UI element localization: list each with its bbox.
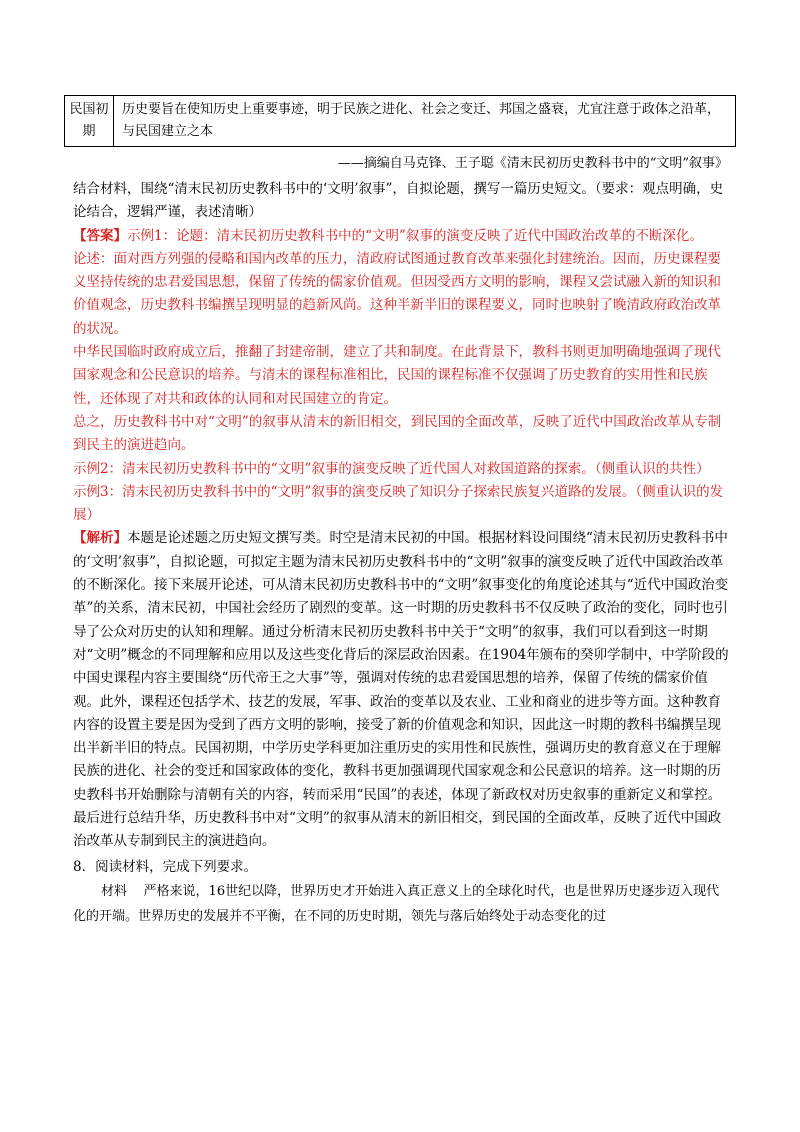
answer-example-1-text: 示例1：论题：清末民初历史教科书中的“文明”叙事的演变反映了近代中国政治改革的不断深化。 xyxy=(127,227,703,244)
material-table-text: 历史要旨在使知历史上重要事迹，明于民族之进化、社会之变迁、邦国之盛衰，尤宜注意于政体之沿革，与民国建立之本 xyxy=(114,96,736,147)
material-source: ——摘编自马克锋、王子聪《清末民初历史教科书中的“文明”叙事》 xyxy=(337,156,728,171)
main-content xyxy=(73,178,729,929)
analysis-paragraph xyxy=(73,527,729,853)
question-8-material-label: 材料 xyxy=(101,883,128,899)
question-text: 结合材料，围绕“清末民初历史教科书中的‘文明’叙事”，自拟论题，撰写一篇历史短文。（要求：观点明确，史论结合，逻辑严谨，表述清晰） xyxy=(73,181,724,221)
question-8-title: 8．阅读材料，完成下列要求。 xyxy=(73,858,258,875)
answer-paragraph-2: 中华民国临时政府成立后，推翻了封建帝制，建立了共和制度。在此背景下，教科书则更加明确地强调了现代国家观念和公民意识的培养。与清末的课程标准相比，民国的课程标准不仅强调了历史教育的实用性和民族性，还体现了对共和政体的认同和对民国建立的肯定。 xyxy=(73,344,721,407)
answer-bracket: 【答案】 xyxy=(73,227,127,244)
analysis-bracket: 【解析】 xyxy=(73,530,127,547)
analysis-text: 本题是论述题之历史短文撰写类。时空是清末民初的中国。根据材料设问围绕“清末民初历史教科书中的‘文明’叙事”，自拟论题，可拟定主题为清末民初历史教科书中的“文明”叙事的演变反映了近代中国政治改革的不断深化。接下来展开论述，可从清末民初历史教科书中的“文明”叙事变化的角度论述其与“近代中国政治变革”的关系，清末民初，中国社会经历了剧烈的变革。这一时期的历史教科书不仅反映了政治的变化，同时也引导了公众对历史的认知和理解。通过分析清末民初历史教科书中关于“文明”的叙事，我们可以看到这一时期对“文明”概念的不同理解和应用以及这些变化背后的深层政治因素。在1904年颁布的癸卯学制中，中学阶段的中国史课程内容主要围绕“历代帝王之大事”等，强调对传统的忠君爱国思想的培养，保留了传统的儒家价值观。此外，课程还包括学术、技艺的发展，军事、政治的变革以及农业、工业和商业的进步等方面。这种教育内容的设置主要是因为受到了西方文明的影响，接受了新的价值观念和知识，因此这一时期的教科书编撰呈现出半新半旧的特点。民国初期，中学历史学科更加注重历史的实用性和民族性，强调历史的教育意义在于理解民族的进化、社会的变迁和国家政体的变化，教科书更加强调现代国家观念和公民意识的培养。这一时期的历史教科书开始删除与清朝有关的内容，转而采用“民国”的表述，体现了新政权对历史叙事的重新定义和掌控。最后进行总结升华，历史教科书中对“文明”的叙事从清末的新旧相交，到民国的全面改革，反映了近代中国政治改革从专制到民主的演进趋向。 xyxy=(73,530,729,850)
material-table xyxy=(64,95,736,147)
question-8-material-text: 严格来说，16世纪以降，世界历史才开始进入真正意义上的全球化时代，也是世界历史逐步迈入现代化的开端。世界历史的发展并不平衡，在不同的历史时期，领先与落后始终处于动态变化的过 xyxy=(73,883,720,924)
answer-example-2: 示例2：清末民初历史教科书中的“文明”叙事的演变反映了近代国人对救国道路的探索。（侧重认识的共性） xyxy=(73,460,710,477)
question-8-material xyxy=(73,879,729,929)
answer-example-1 xyxy=(73,225,729,248)
answer-paragraph-1: 论述：面对西方列强的侵略和国内改革的压力，清政府试图通过教育改革来强化封建统治。因而，历史课程要义坚持传统的忠君爱国思想，保留了传统的儒家价值观。但因受西方文明的影响，课程又尝试融入新的知识和价值观念，历史教科书编撰呈现明显的趋新风尚。这种半新半旧的课程要义，同时也映射了晚清政府政治改革的状况。 xyxy=(73,250,721,337)
answer-example-3: 示例3：清末民初历史教科书中的“文明”叙事的演变反映了知识分子探索民族复兴道路的发展。（侧重认识的发展） xyxy=(73,483,724,524)
material-table-label: 民国初期 xyxy=(65,96,114,147)
table-row xyxy=(65,96,736,147)
answer-paragraph-3: 总之，历史教科书中对“文明”的叙事从清末的新旧相交，到民国的全面改革，反映了近代中国政治改革从专制到民主的演进趋向。 xyxy=(73,413,722,454)
